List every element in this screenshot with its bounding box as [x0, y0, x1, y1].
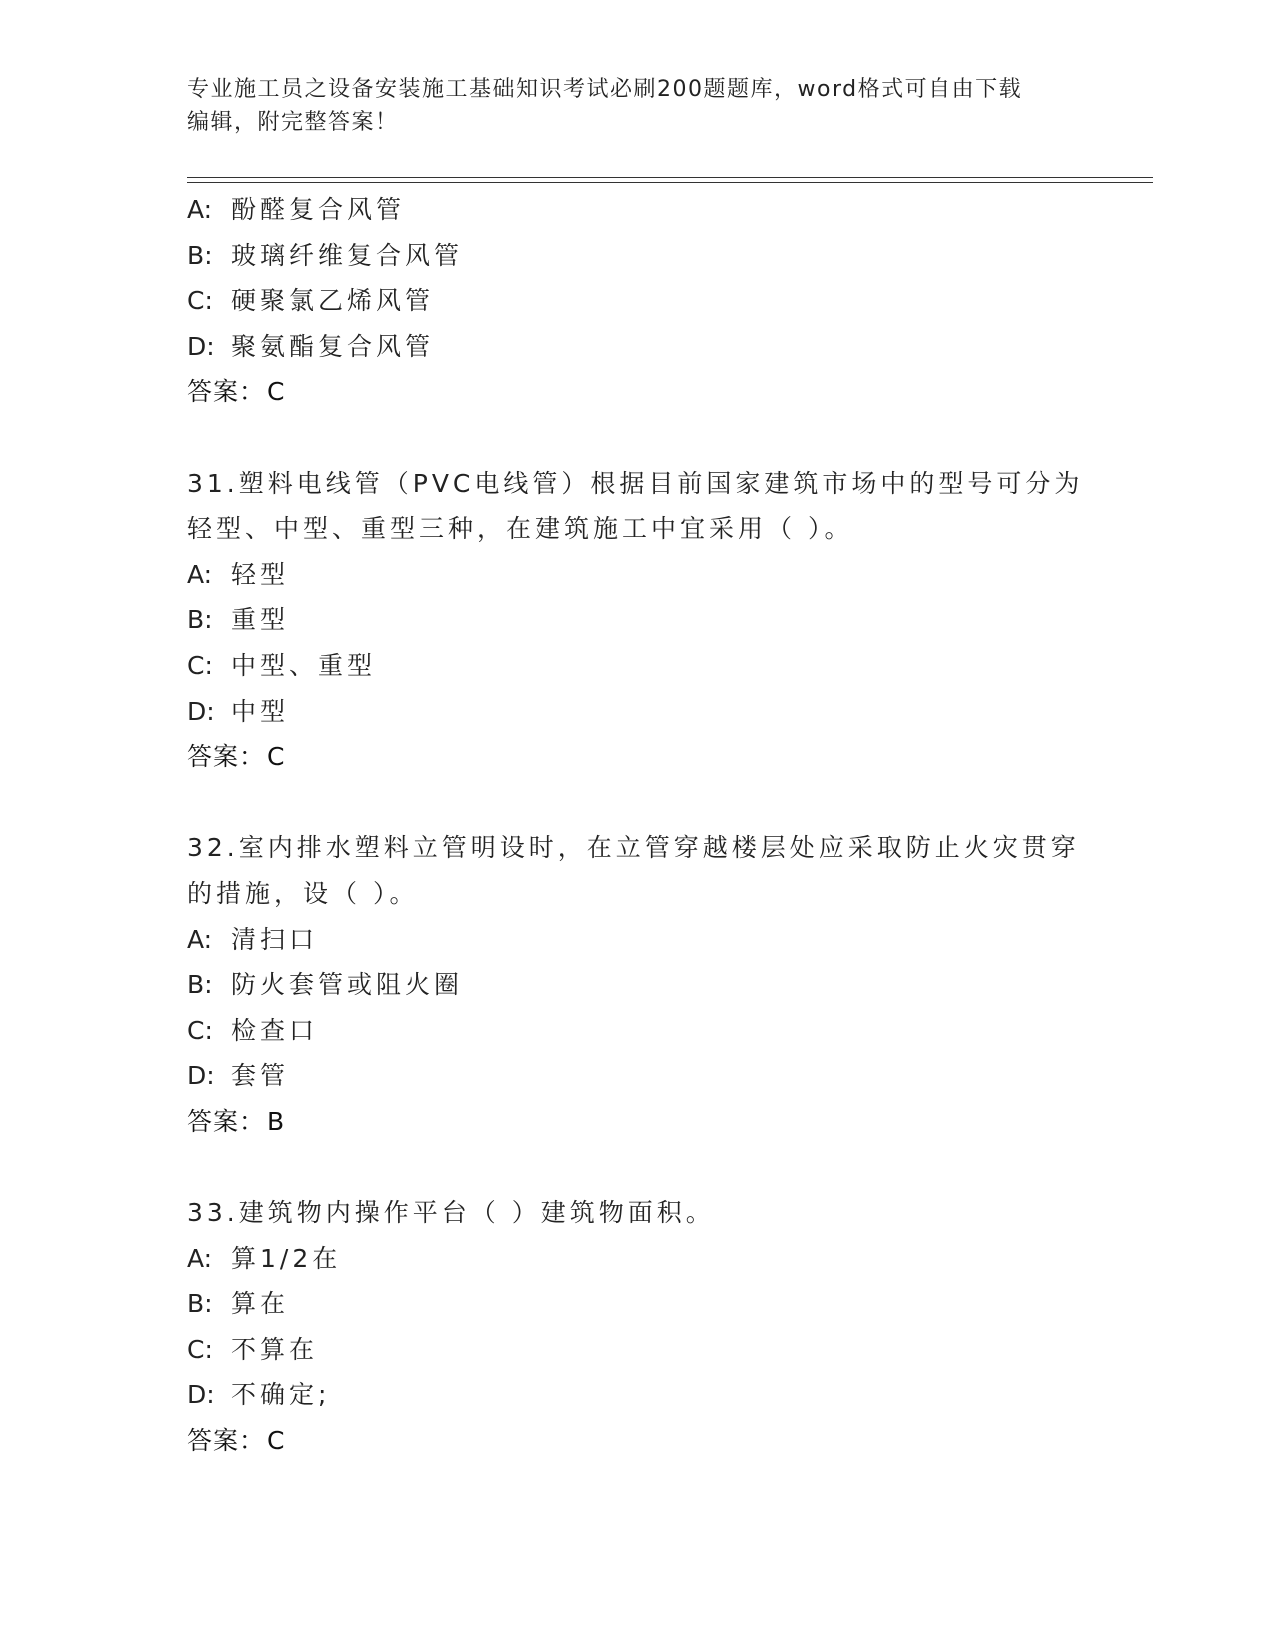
option-text: 不确定;: [231, 1380, 331, 1410]
option-d: [187, 1053, 1087, 1099]
option-key: A:: [187, 559, 213, 589]
answer-value: C: [267, 742, 286, 772]
question-33: [187, 1190, 1087, 1464]
option-text: 算1/2在: [231, 1243, 342, 1273]
option-d: [187, 689, 1087, 735]
option-text: 中型: [231, 696, 290, 726]
option-text: 玻璃纤维复合风管: [231, 240, 464, 270]
header-divider-top: [187, 177, 1153, 178]
answer-value: C: [267, 377, 286, 407]
option-text: 聚氨酯复合风管: [231, 331, 435, 361]
option-text: 检查口: [231, 1015, 319, 1045]
option-text: 防火套管或阻火圈: [231, 970, 464, 1000]
option-key: A:: [187, 924, 213, 954]
option-key: A:: [187, 195, 213, 224]
header-title-line2: 编辑，附完整答案！: [187, 110, 399, 135]
option-key: D:: [187, 1380, 215, 1410]
question-text-line1: 33.建筑物内操作平台（ ）建筑物面积。: [187, 1198, 715, 1228]
question-list: [187, 187, 1087, 1464]
header-divider-bottom: [187, 182, 1153, 183]
option-key: B:: [187, 1289, 213, 1319]
option-b: [187, 597, 1087, 643]
option-d: [187, 1372, 1087, 1418]
option-text: 不算在: [231, 1334, 319, 1364]
answer-label: 答案：: [187, 1106, 266, 1136]
option-key: D:: [187, 331, 215, 361]
document-header: [187, 73, 1067, 139]
option-c: [187, 643, 1087, 689]
option-key: C:: [187, 650, 213, 680]
option-key: C:: [187, 1015, 213, 1045]
answer-line: [187, 369, 1087, 415]
option-a: [187, 917, 1087, 963]
option-a: [187, 1236, 1087, 1282]
answer-value: B: [267, 1106, 286, 1136]
answer-line: [187, 1418, 1087, 1464]
option-c: [187, 278, 1087, 324]
option-c: [187, 1008, 1087, 1054]
answer-label: 答案：: [187, 377, 266, 407]
question-text-line2: 的措施，设（ ）。: [187, 878, 419, 908]
spacer: [187, 415, 1087, 461]
answer-line: [187, 1099, 1087, 1145]
answer-value: C: [267, 1426, 286, 1456]
question-text-line2: 轻型、中型、重型三种，在建筑施工中宜采用（ ）。: [187, 514, 854, 544]
spacer: [187, 1144, 1087, 1190]
option-a: [187, 187, 1087, 233]
option-text: 酚醛复合风管: [231, 195, 406, 224]
question-32: [187, 825, 1087, 1144]
option-d: [187, 324, 1087, 370]
answer-label: 答案：: [187, 742, 266, 772]
option-a: [187, 552, 1087, 598]
option-c: [187, 1327, 1087, 1373]
spacer: [187, 780, 1087, 826]
question-text-line1: 31.塑料电线管（PVC电线管）根据目前国家建筑市场中的型号可分为: [187, 468, 1084, 498]
question-31: [187, 461, 1087, 780]
option-text: 轻型: [231, 559, 290, 589]
option-key: D:: [187, 1061, 215, 1091]
option-key: B:: [187, 970, 213, 1000]
option-key: B:: [187, 240, 213, 270]
option-text: 算在: [231, 1289, 290, 1319]
question-text-line1: 32.室内排水塑料立管明设时，在立管穿越楼层处应采取防止火灾贯穿: [187, 833, 1080, 863]
question-30: [187, 187, 1087, 415]
option-b: [187, 233, 1087, 279]
option-text: 清扫口: [231, 924, 319, 954]
option-text: 重型: [231, 605, 290, 635]
option-key: B:: [187, 605, 213, 635]
option-key: C:: [187, 1334, 213, 1364]
option-key: A:: [187, 1243, 213, 1273]
option-text: 套管: [231, 1061, 290, 1091]
option-text: 中型、重型: [231, 650, 377, 680]
option-b: [187, 962, 1087, 1008]
option-b: [187, 1281, 1087, 1327]
answer-line: [187, 734, 1087, 780]
answer-label: 答案：: [187, 1426, 266, 1456]
option-text: 硬聚氯乙烯风管: [231, 286, 435, 316]
header-title-line1: 专业施工员之设备安装施工基础知识考试必刷200题题库，word格式可自由下载: [187, 77, 1023, 102]
option-key: C:: [187, 286, 213, 316]
option-key: D:: [187, 696, 215, 726]
